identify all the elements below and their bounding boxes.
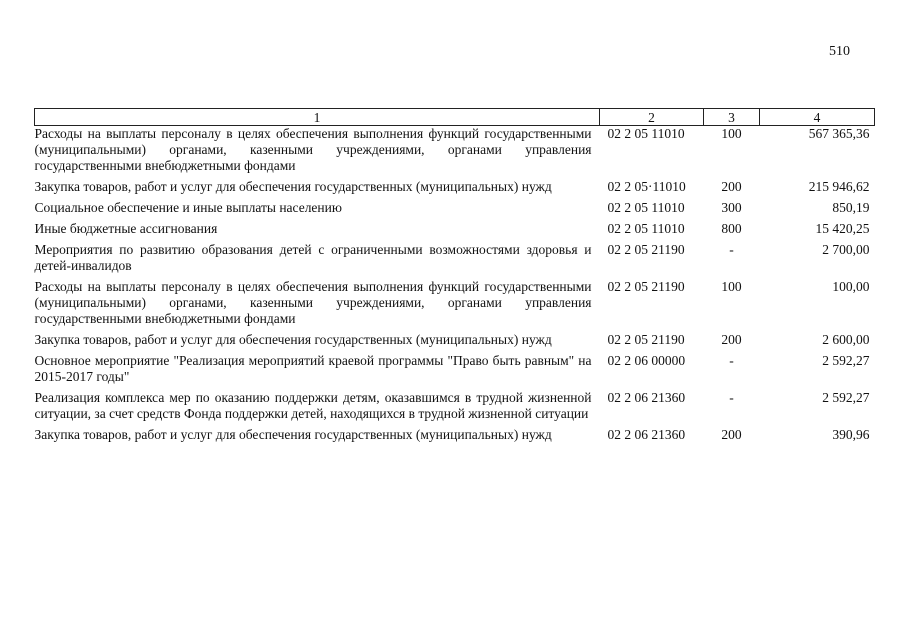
row-kind: 300 [721,200,742,215]
row-name: Закупка товаров, работ и услуг для обеспечения государственных (муниципальных) нужд [34,179,552,194]
row-amount: 567 365,36 [808,126,870,141]
row-name: Основное мероприятие "Реализация мероприятий краевой программы "Право быть равным" на 2015-2017 годы" [34,353,592,384]
row-name: Закупка товаров, работ и услуг для обеспечения государственных (муниципальных) нужд [34,427,552,442]
row-kind: 200 [721,179,742,194]
row-amount: 15 420,25 [815,221,870,236]
column-header-kind: 3 [704,109,760,126]
table-row [35,200,875,221]
column-header-code: 2 [600,109,704,126]
row-name: Социальное обеспечение и иные выплаты населению [34,200,342,215]
column-header-name: 1 [35,109,600,126]
row-name: Закупка товаров, работ и услуг для обеспечения государственных (муниципальных) нужд [34,332,552,347]
row-kind: 800 [721,221,742,236]
row-amount: 2 592,27 [822,390,870,405]
table-row [35,332,875,353]
row-code: 02 2 05 21190 [607,279,685,294]
table-row [35,221,875,242]
row-amount: 2 600,00 [822,332,870,347]
table-header-row [35,109,875,126]
row-kind: 200 [721,427,742,442]
table-row [35,390,875,427]
table-row [35,353,875,390]
page-number: 510 [829,44,850,59]
row-name: Расходы на выплаты персоналу в целях обеспечения выполнения функций государственными (муниципальными) органами, казенными учреждениями, органами управления государственными внебюджетными фондами [34,126,592,173]
row-name: Реализация комплекса мер по оказанию поддержки детям, оказавшимся в трудной жизненной ситуации, за счет средств Фонда поддержки детей, находящихся в трудной жизненной ситуации [34,390,592,421]
row-kind: 100 [721,279,742,294]
row-kind: - [729,353,734,368]
row-amount: 100,00 [832,279,870,294]
table-row [35,179,875,200]
row-kind: 200 [721,332,742,347]
row-kind: - [729,242,734,257]
row-code: 02 2 05 21190 [607,242,685,257]
row-name: Иные бюджетные ассигнования [34,221,218,236]
row-name: Мероприятия по развитию образования детей с ограниченными возможностями здоровья и детей-инвалидов [34,242,592,273]
table-row [35,242,875,279]
column-header-amount: 4 [760,109,875,126]
row-amount: 2 592,27 [822,353,870,368]
row-amount: 850,19 [832,200,870,215]
budget-table [34,108,875,448]
row-code: 02 2 05 11010 [607,200,685,215]
row-code: 02 2 05 21190 [607,332,685,347]
row-name: Расходы на выплаты персоналу в целях обеспечения выполнения функций государственными (муниципальными) органами, казенными учреждениями, органами управления государственными внебюджетными фондами [34,279,592,326]
row-amount: 2 700,00 [822,242,870,257]
row-code: 02 2 06 21360 [607,390,686,405]
row-code: 02 2 05 11010 [607,126,685,141]
row-code: 02 2 05 11010 [607,221,685,236]
row-kind: - [729,390,734,405]
row-kind: 100 [721,126,742,141]
row-code: 02 2 05·11010 [607,179,686,194]
row-amount: 215 946,62 [808,179,870,194]
row-code: 02 2 06 00000 [607,353,686,368]
table-row [35,126,875,180]
row-amount: 390,96 [832,427,870,442]
table-row [35,279,875,332]
row-code: 02 2 06 21360 [607,427,686,442]
table-row [35,427,875,448]
